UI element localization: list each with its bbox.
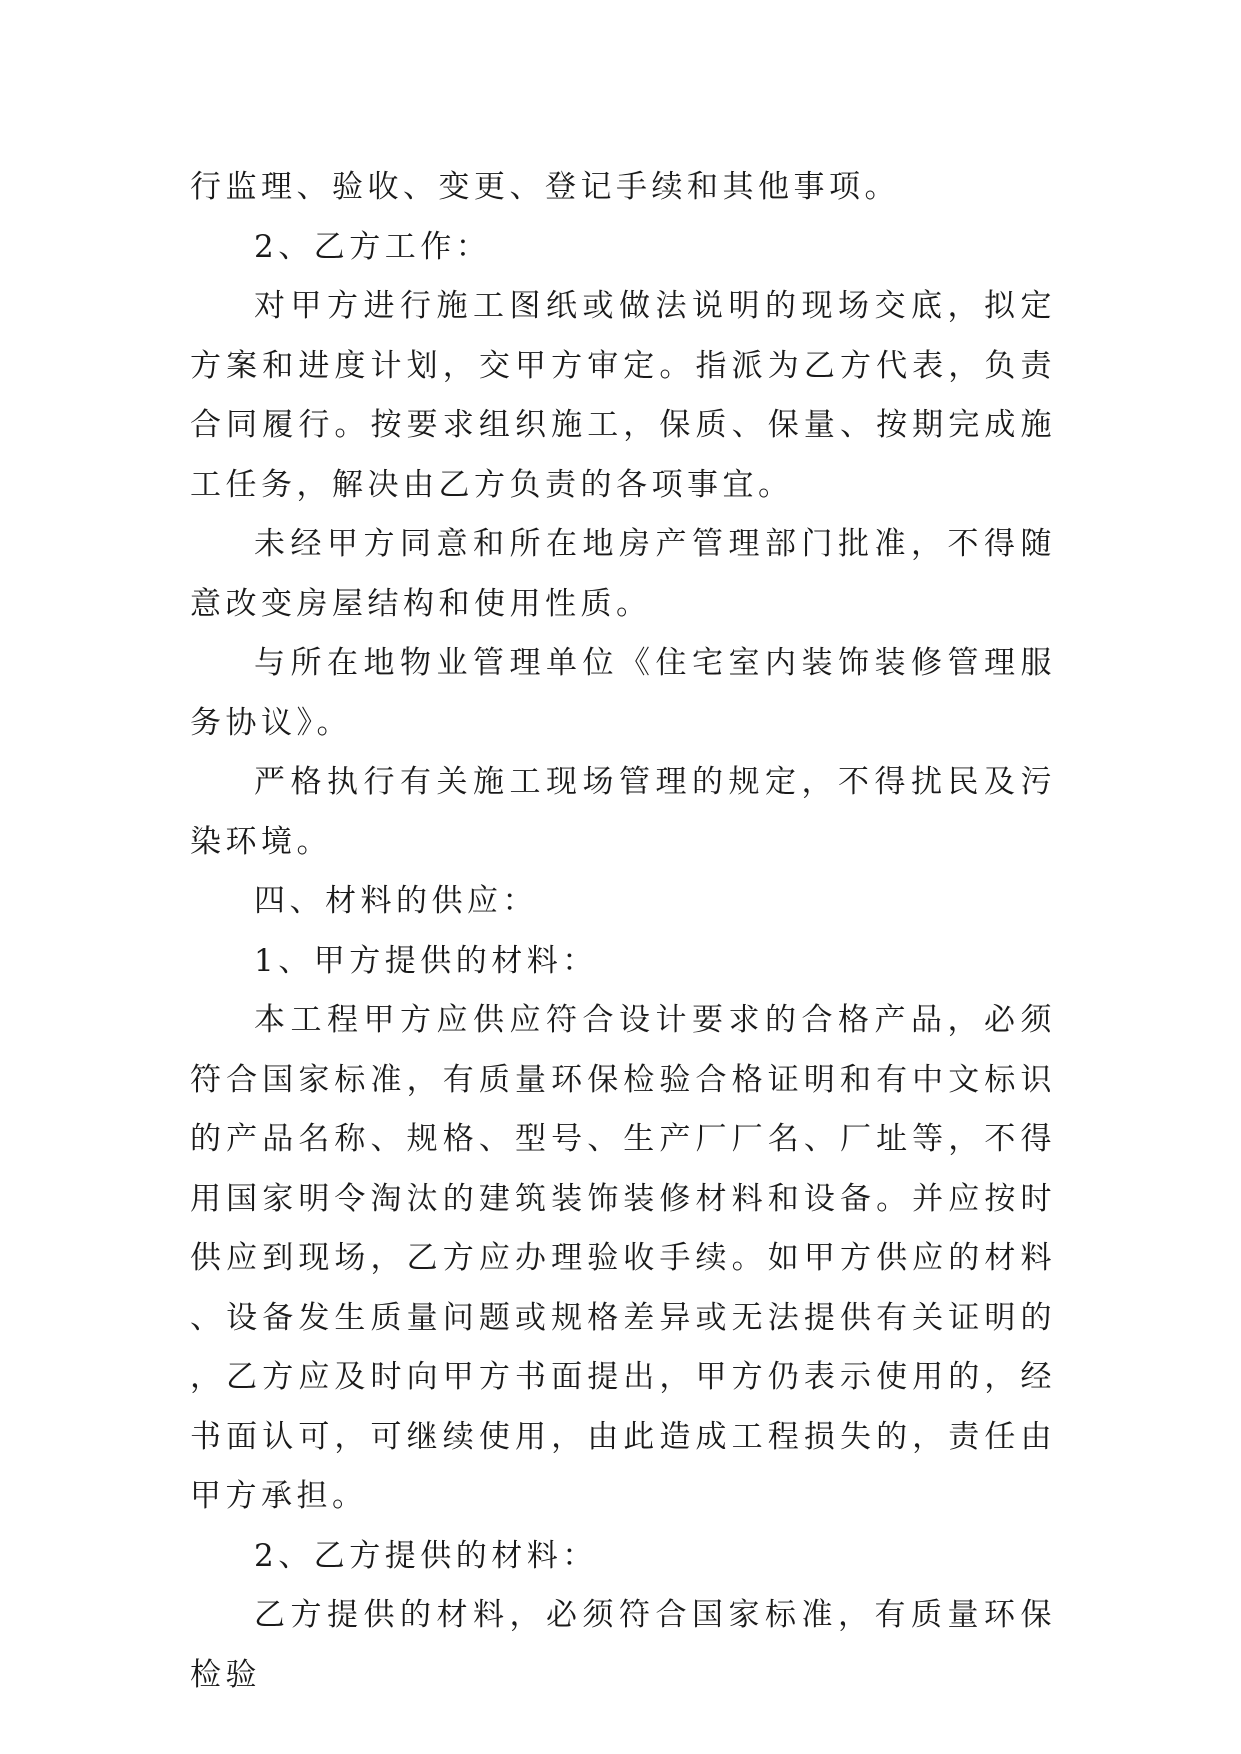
section-heading-party-a-materials: 1、甲方提供的材料： [254,942,598,979]
paragraph: 对甲方进行施工图纸或做法说明的现场交底，拟定方案和进度计划，交甲方审定。指派为乙方代表，负责合同履行。按要求组织施工，保质、保量、按期完成施工任务，解决由乙方负责的各项事宜。 [190,288,1056,503]
section-heading-party-b-materials: 2、乙方提供的材料： [254,1537,598,1574]
paragraph: 未经甲方同意和所在地房产管理部门批准，不得随意改变房屋结构和使用性质。 [190,526,1056,622]
section-heading-party-b-work: 2、乙方工作： [254,228,492,265]
paragraph-continued: 行监理、验收、变更、登记手续和其他事项。 [190,169,900,205]
paragraph: 严格执行有关施工现场管理的规定，不得扰民及污染环境。 [190,764,1056,860]
document-body [190,158,1056,1705]
paragraph: 本工程甲方应供应符合设计要求的合格产品，必须符合国家标准，有质量环保检验合格证明和有中文标识的产品名称、规格、型号、生产厂厂名、厂址等，不得用国家明令淘汰的建筑装饰装修材料和设备。并应按时供应到现场，乙方应办理验收手续。如甲方供应的材料、设备发生质量问题或规格差异或无法提供有关证明的，乙方应及时向甲方书面提出，甲方仍表示使用的，经书面认可，可继续使用，由此造成工程损失的，责任由甲方承担。 [190,1002,1056,1514]
paragraph: 与所在地物业管理单位《住宅室内装饰装修管理服务协议》。 [190,645,1056,741]
section-heading-material-supply: 四、材料的供应： [254,883,538,919]
paragraph: 乙方提供的材料，必须符合国家标准，有质量环保检验 [190,1597,1056,1693]
